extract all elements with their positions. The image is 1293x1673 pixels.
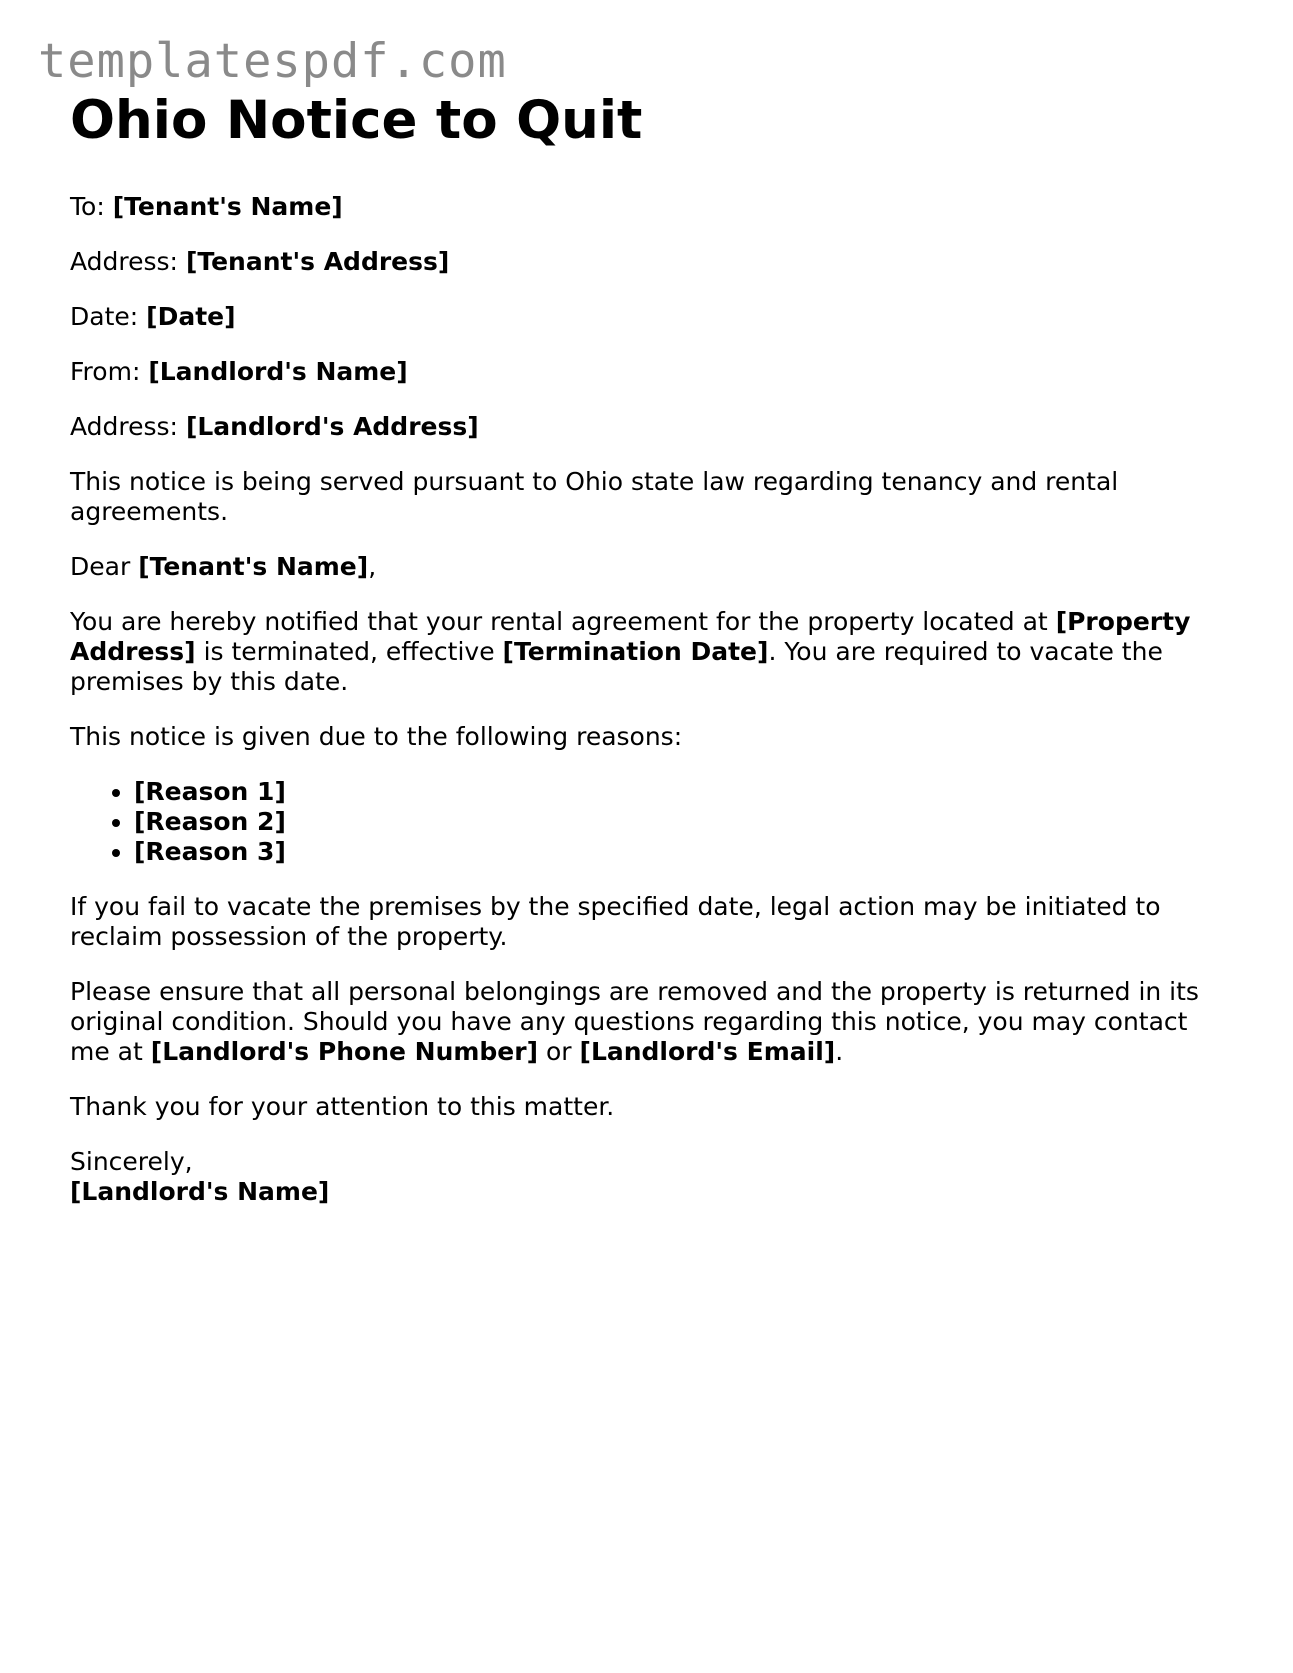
reasons-intro: This notice is given due to the following reasons: [70, 722, 683, 751]
salutation-name: [Tenant's Name] [138, 552, 369, 581]
landlord-email-placeholder: [Landlord's Email] [579, 1037, 836, 1066]
landlord-name-placeholder: [Landlord's Name] [148, 357, 408, 386]
date-label: Date: [70, 302, 139, 331]
closing-block [70, 1147, 1220, 1207]
tenant-address-label: Address: [70, 247, 178, 276]
termination-text-2: is terminated, effective [203, 637, 495, 666]
tenant-address-placeholder: [Tenant's Address] [185, 247, 450, 276]
closing-text: Sincerely, [70, 1147, 193, 1176]
signature-placeholder: [Landlord's Name] [70, 1177, 330, 1206]
termination-date-placeholder: [Termination Date] [502, 637, 769, 666]
document-title: Ohio Notice to Quit [70, 90, 643, 151]
intro-paragraph: This notice is being served pursuant to Ohio state law regarding tenancy and rental agreements. [70, 467, 1119, 526]
reason-item: • [Reason 2] [134, 807, 1220, 837]
belongings-text: Please ensure that all personal belongings are removed and the property is returned in its original condition. Should you have any questions regarding this notice, you may contact me at [70, 977, 1199, 1066]
notice-document [70, 88, 1220, 1232]
reasons-list [70, 777, 1220, 867]
watermark-text: templatespdf.com [38, 34, 507, 89]
tenant-address-line [70, 247, 1220, 277]
landlord-phone-placeholder: [Landlord's Phone Number] [150, 1037, 539, 1066]
reason-item: • [Reason 1] [134, 777, 1220, 807]
salutation-suffix: , [368, 552, 377, 581]
property-address-placeholder: [Property Address] [70, 607, 1191, 666]
belongings-paragraph [70, 977, 1220, 1067]
date-line [70, 302, 1220, 332]
termination-text-3: . You are required to vacate the premises by this date. [70, 637, 1163, 696]
date-placeholder: [Date] [146, 302, 236, 331]
landlord-address-line [70, 412, 1220, 442]
termination-paragraph [70, 607, 1220, 697]
legal-warning-paragraph: If you fail to vacate the premises by the specified date, legal action may be initiated to reclaim possession of the property. [70, 892, 1161, 951]
salutation [70, 552, 1220, 582]
or-text: or [545, 1037, 572, 1066]
landlord-address-label: Address: [70, 412, 178, 441]
termination-text-1: You are hereby notified that your rental agreement for the property located at [70, 607, 1048, 636]
belongings-end: . [835, 1037, 844, 1066]
from-line [70, 357, 1220, 387]
reason-item: • [Reason 3] [134, 837, 1220, 867]
landlord-address-placeholder: [Landlord's Address] [185, 412, 479, 441]
tenant-name-placeholder: [Tenant's Name] [112, 192, 343, 221]
salutation-prefix: Dear [70, 552, 131, 581]
to-label: To: [70, 192, 105, 221]
thanks-paragraph: Thank you for your attention to this matter. [70, 1092, 615, 1121]
from-label: From: [70, 357, 141, 386]
to-line [70, 192, 1220, 222]
